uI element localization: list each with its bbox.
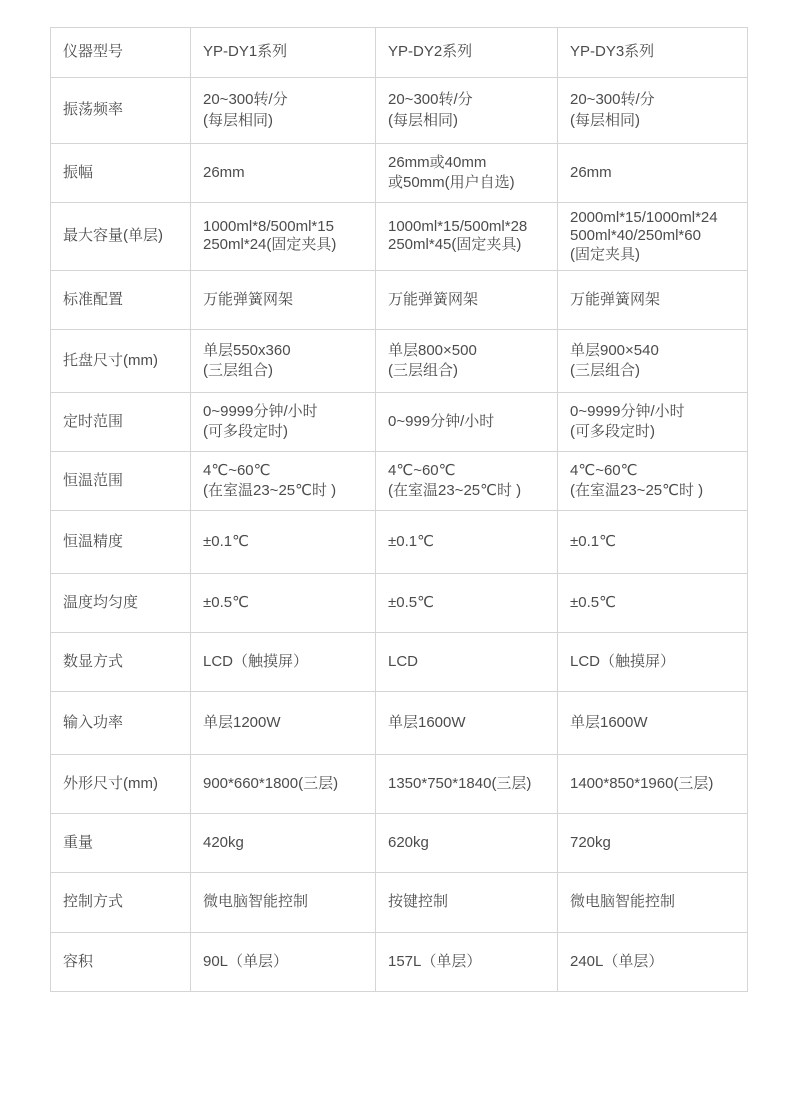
row-label: 温度均匀度 <box>51 573 191 632</box>
spec-cell-line: 微电脑智能控制 <box>203 893 309 911</box>
spec-cell <box>558 329 748 392</box>
spec-cell-line: 0~9999分钟/小时 <box>570 402 685 420</box>
spec-cell <box>558 691 748 754</box>
row-label: 外形尺寸(mm) <box>51 754 191 813</box>
spec-cell <box>376 872 558 932</box>
spec-cell-line: 万能弹簧网架 <box>388 290 479 308</box>
spec-cell <box>558 392 748 451</box>
spec-cell <box>191 329 376 392</box>
spec-table-body <box>51 28 748 992</box>
spec-cell-line: 单层1600W <box>570 713 648 731</box>
spec-cell <box>376 813 558 872</box>
row-label: 重量 <box>51 813 191 872</box>
spec-cell-line: (在室温23~25℃时 ) <box>388 481 522 499</box>
spec-cell <box>376 932 558 991</box>
spec-cell-line: ±0.1℃ <box>203 532 249 550</box>
spec-cell <box>376 270 558 329</box>
spec-cell-line: (每层相同) <box>388 111 458 129</box>
spec-cell-line: 720kg <box>570 833 611 851</box>
spec-cell <box>191 754 376 813</box>
spec-cell-line: 1400*850*1960(三层) <box>570 774 714 792</box>
spec-cell-line: (在室温23~25℃时 ) <box>570 481 704 499</box>
row-label: 振幅 <box>51 144 191 203</box>
spec-cell-line: 万能弹簧网架 <box>570 290 661 308</box>
spec-cell-line: (在室温23~25℃时 ) <box>203 481 337 499</box>
spec-cell <box>191 78 376 144</box>
spec-cell-line: YP-DY1系列 <box>203 43 288 61</box>
spec-cell-line: 26mm或40mm <box>388 153 487 171</box>
spec-cell <box>558 144 748 203</box>
row-label: 仪器型号 <box>51 28 191 78</box>
spec-cell <box>558 573 748 632</box>
table-row <box>51 932 748 991</box>
spec-cell-line: 4℃~60℃ <box>570 461 638 479</box>
spec-cell-line: LCD（触摸屏） <box>570 652 676 670</box>
spec-cell <box>191 872 376 932</box>
spec-cell-line: (每层相同) <box>203 111 273 129</box>
spec-cell-line: YP-DY3系列 <box>570 43 655 61</box>
table-row <box>51 144 748 203</box>
spec-cell <box>191 813 376 872</box>
spec-cell <box>191 691 376 754</box>
table-row <box>51 28 748 78</box>
spec-cell <box>558 78 748 144</box>
spec-cell <box>376 28 558 78</box>
spec-cell-line: (三层组合) <box>203 361 273 379</box>
spec-cell <box>376 203 558 271</box>
spec-cell <box>376 392 558 451</box>
table-row <box>51 329 748 392</box>
row-label: 输入功率 <box>51 691 191 754</box>
spec-cell <box>558 932 748 991</box>
table-row <box>51 510 748 573</box>
spec-cell-line: 620kg <box>388 833 429 851</box>
spec-cell <box>376 510 558 573</box>
table-row <box>51 270 748 329</box>
spec-cell <box>558 632 748 691</box>
spec-cell-line: 0~999分钟/小时 <box>388 412 495 430</box>
spec-cell-line: (每层相同) <box>570 111 640 129</box>
spec-cell <box>376 754 558 813</box>
spec-cell-line: (三层组合) <box>388 361 458 379</box>
spec-cell-line: 4℃~60℃ <box>203 461 271 479</box>
spec-cell <box>376 632 558 691</box>
spec-cell-line: YP-DY2系列 <box>388 43 473 61</box>
spec-cell <box>191 510 376 573</box>
spec-cell-line: 500ml*40/250ml*60 <box>570 227 701 245</box>
spec-cell <box>376 451 558 510</box>
row-label: 恒温精度 <box>51 510 191 573</box>
spec-cell-line: 单层1600W <box>388 713 466 731</box>
spec-cell-line: ±0.5℃ <box>570 593 616 611</box>
spec-cell-line: 26mm <box>203 163 245 181</box>
spec-cell <box>191 632 376 691</box>
spec-cell <box>376 573 558 632</box>
spec-table <box>50 27 748 992</box>
spec-cell-line: 单层800×500 <box>388 341 477 359</box>
table-row <box>51 573 748 632</box>
table-row <box>51 872 748 932</box>
spec-cell-line: 240L（单层） <box>570 952 664 970</box>
spec-cell <box>191 392 376 451</box>
spec-cell-line: 157L（单层） <box>388 952 482 970</box>
spec-cell-line: 90L（单层） <box>203 952 289 970</box>
spec-cell <box>558 872 748 932</box>
table-row <box>51 392 748 451</box>
row-label: 最大容量(单层) <box>51 203 191 271</box>
spec-cell-line: 按键控制 <box>388 893 449 911</box>
spec-cell <box>191 28 376 78</box>
table-row <box>51 754 748 813</box>
spec-cell-line: (固定夹具) <box>570 245 640 263</box>
spec-cell <box>558 270 748 329</box>
spec-cell <box>558 754 748 813</box>
spec-cell <box>376 691 558 754</box>
table-row <box>51 691 748 754</box>
spec-cell-line: 万能弹簧网架 <box>203 290 294 308</box>
spec-cell-line: 1000ml*8/500ml*15 <box>203 218 334 236</box>
spec-cell <box>376 144 558 203</box>
spec-cell-line: 或50mm(用户自选) <box>388 174 515 191</box>
row-label: 数显方式 <box>51 632 191 691</box>
spec-cell-line: 微电脑智能控制 <box>570 893 676 911</box>
spec-cell <box>558 510 748 573</box>
row-label: 控制方式 <box>51 872 191 932</box>
spec-cell-line: 0~9999分钟/小时 <box>203 402 318 420</box>
spec-cell-line: 250ml*24(固定夹具) <box>203 236 337 254</box>
row-label: 标准配置 <box>51 270 191 329</box>
spec-cell-line: ±0.5℃ <box>203 593 249 611</box>
table-row <box>51 813 748 872</box>
spec-cell-line: ±0.1℃ <box>570 532 616 550</box>
spec-cell <box>376 78 558 144</box>
spec-cell-line: (可多段定时) <box>570 422 655 440</box>
spec-cell-line: 250ml*45(固定夹具) <box>388 236 522 254</box>
spec-cell <box>376 329 558 392</box>
spec-cell-line: ±0.1℃ <box>388 532 434 550</box>
spec-cell <box>191 203 376 271</box>
table-row <box>51 451 748 510</box>
table-row <box>51 203 748 271</box>
spec-cell-line: 2000ml*15/1000ml*24 <box>570 209 718 226</box>
spec-cell-line: 900*660*1800(三层) <box>203 774 339 792</box>
spec-cell-line: 420kg <box>203 833 244 851</box>
row-label: 容积 <box>51 932 191 991</box>
spec-cell-line: ±0.5℃ <box>388 593 434 611</box>
spec-cell-line: 1000ml*15/500ml*28 <box>388 218 528 236</box>
spec-cell <box>558 28 748 78</box>
spec-cell <box>191 573 376 632</box>
spec-cell-line: 20~300转/分 <box>388 91 473 109</box>
spec-cell-line: LCD（触摸屏） <box>203 652 309 670</box>
spec-cell-line: 单层900×540 <box>570 341 659 359</box>
spec-cell <box>558 451 748 510</box>
table-row <box>51 632 748 691</box>
spec-cell-line: 1350*750*1840(三层) <box>388 774 532 792</box>
table-row <box>51 78 748 144</box>
row-label: 恒温范围 <box>51 451 191 510</box>
row-label: 定时范围 <box>51 392 191 451</box>
spec-cell-line: 4℃~60℃ <box>388 461 456 479</box>
spec-cell-line: 20~300转/分 <box>570 91 655 109</box>
row-label: 振荡频率 <box>51 78 191 144</box>
spec-cell <box>191 144 376 203</box>
spec-cell-line: (可多段定时) <box>203 422 288 440</box>
spec-cell-line: (三层组合) <box>570 361 640 379</box>
spec-cell <box>191 270 376 329</box>
row-label: 托盘尺寸(mm) <box>51 329 191 392</box>
spec-cell <box>191 451 376 510</box>
spec-cell-line: 20~300转/分 <box>203 91 288 109</box>
spec-cell-line: LCD <box>388 652 419 670</box>
spec-cell-line: 单层1200W <box>203 713 281 731</box>
spec-cell <box>558 203 748 271</box>
spec-cell <box>191 932 376 991</box>
spec-cell-line: 26mm <box>570 163 612 181</box>
spec-cell <box>558 813 748 872</box>
spec-cell-line: 单层550x360 <box>203 341 291 359</box>
